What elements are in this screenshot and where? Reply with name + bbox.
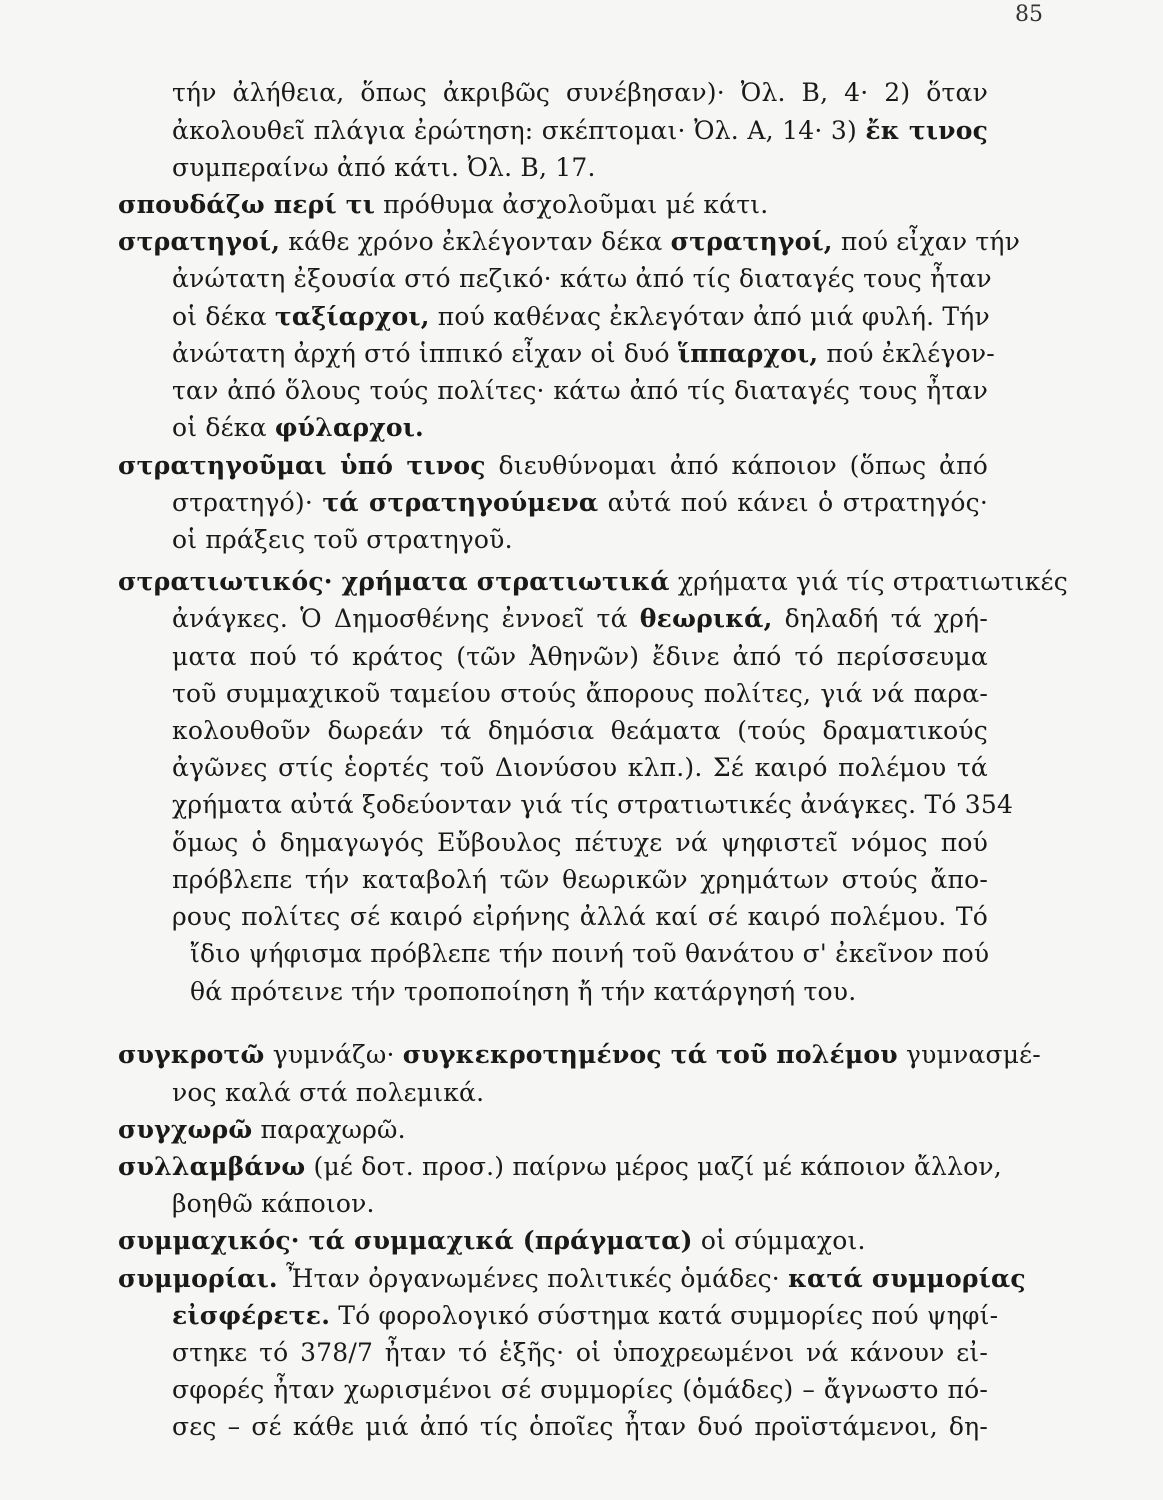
text-run: ἀνώτατη ἀρχή στό ἱππικό εἶχαν οἱ δυό xyxy=(172,339,678,368)
page-number: 85 xyxy=(1015,2,1043,27)
text-line xyxy=(172,78,988,108)
headword: συγκεκροτημένος τά τοῦ πολέμου xyxy=(402,1040,898,1069)
text-line xyxy=(172,116,988,146)
text-line xyxy=(172,1375,988,1405)
headword: εἰσφέρετε. xyxy=(172,1301,331,1330)
entry-line xyxy=(118,1115,406,1145)
entry-line xyxy=(118,1152,1002,1182)
text-run: (μέ δοτ. προσ.) παίρνω μέρος μαζί μέ κάποιον ἄλλον, xyxy=(305,1152,1002,1181)
text-run: θά πρότεινε τήν τροποποίηση ἤ τήν κατάργησή του. xyxy=(190,977,857,1006)
headword: ἵππαρχοι, xyxy=(677,339,819,368)
text-run: ρους πολίτες σέ καιρό εἰρήνης ἀλλά καί σέ καιρό πολέμου. Τό xyxy=(172,902,988,931)
text-line xyxy=(172,488,988,518)
text-line xyxy=(172,1412,988,1442)
text-line xyxy=(172,302,988,332)
text-run: ματα πού τό κράτος (τῶν Ἀθηνῶν) ἔδινε ἀπό τό περίσσευμα xyxy=(172,642,988,671)
headword: συγχωρῶ xyxy=(118,1115,253,1144)
text-run: ταν ἀπό ὅλους τούς πολίτες· κάτω ἀπό τίς διαταγές τους ἦταν xyxy=(172,376,988,405)
text-run: σες – σέ κάθε μιά ἀπό τίς ὁποῖες ἦταν δυό προϊστάμενοι, δη- xyxy=(172,1412,988,1441)
text-line xyxy=(172,153,596,183)
entry-line xyxy=(118,190,768,220)
entry-line xyxy=(118,1040,1041,1070)
text-run: στηκε τό 378/7 ἦταν τό ἑξῆς· οἱ ὑποχρεωμένοι νά κάνουν εἰ- xyxy=(172,1338,988,1367)
text-line xyxy=(172,865,988,895)
headword: συγκροτῶ xyxy=(118,1040,265,1069)
headword: τά στρατηγούμενα xyxy=(322,488,599,517)
text-run: κολουθοῦν δωρεάν τά δημόσια θεάματα (τούς δραματικούς xyxy=(172,716,988,745)
text-line xyxy=(172,679,988,709)
text-run: ἀνάγκες. Ὁ Δημοσθένης ἐννοεῖ τά xyxy=(172,604,640,633)
headword: θεωρικά, xyxy=(639,604,773,633)
headword: σπουδάζω περί τι xyxy=(118,190,376,219)
text-run: πού εἶχαν τήν xyxy=(832,227,1020,256)
entry-line xyxy=(118,227,1020,257)
text-line xyxy=(172,716,988,746)
text-run: ἴδιο ψήφισμα πρόβλεπε τήν ποινή τοῦ θανάτου σ' ἐκεῖνον πού xyxy=(190,939,990,968)
text-run: γυμνάζω· xyxy=(264,1040,403,1069)
text-run: οἱ δέκα xyxy=(172,413,275,442)
text-run: συμπεραίνω ἀπό κάτι. Ὀλ. Β, 17. xyxy=(172,153,596,182)
text-run: πρόβλεπε τήν καταβολή τῶν θεωρικῶν χρημάτων στούς ἄπο- xyxy=(172,865,988,894)
text-run: βοηθῶ κάποιον. xyxy=(172,1189,375,1218)
headword: φύλαρχοι. xyxy=(274,413,424,442)
text-line xyxy=(172,339,995,369)
text-run: στρατηγό)· xyxy=(172,488,323,517)
text-run: νος καλά στά πολεμικά. xyxy=(172,1078,485,1107)
text-line xyxy=(172,1078,484,1108)
text-line xyxy=(190,939,988,969)
text-run: ἀγῶνες στίς ἑορτές τοῦ Διονύσου κλπ.). Σέ καιρό πολέμου τά xyxy=(172,753,988,782)
text-run: Τό φορολογικό σύστημα κατά συμμορίες πού ψηφί- xyxy=(330,1301,999,1330)
entry-line xyxy=(118,451,988,481)
headword: κατά συμμορίας xyxy=(788,1264,1026,1293)
text-run: πού καθένας ἐκλεγόταν ἀπό μιά φυλή. Τήν xyxy=(429,302,990,331)
text-run: ἀνώτατη ἐξουσία στό πεζικό· κάτω ἀπό τίς διαταγές τους ἦταν xyxy=(172,264,992,293)
text-line xyxy=(172,790,1014,820)
text-run: οἱ δέκα xyxy=(172,302,275,331)
entry-line xyxy=(118,1226,866,1256)
headword: συμμαχικός· τά συμμαχικά (πράγματα) xyxy=(118,1226,693,1255)
headword: στρατιωτικός· χρήματα στρατιωτικά xyxy=(118,567,670,596)
text-run: κάθε χρόνο ἐκλέγονταν δέκα xyxy=(280,227,671,256)
text-run: ὅμως ὁ δημαγωγός Εὔβουλος πέτυχε νά ψηφιστεῖ νόμος πού xyxy=(172,828,988,857)
text-line xyxy=(172,642,988,672)
headword: ἔκ τινος xyxy=(865,116,988,145)
text-line xyxy=(172,264,992,294)
headword: στρατηγοί, xyxy=(670,227,833,256)
text-line xyxy=(172,828,988,858)
text-run: αὐτά πού κάνει ὁ στρατηγός· xyxy=(598,488,988,517)
text-run: γυμνασμέ- xyxy=(897,1040,1041,1069)
text-run: χρήματα αὐτά ξοδεύονταν γιά τίς στρατιωτικές ἀνάγκες. Τό 354 xyxy=(172,790,1014,819)
text-line xyxy=(172,604,988,634)
text-line xyxy=(172,1189,375,1219)
headword: συλλαμβάνω xyxy=(118,1152,306,1181)
text-line xyxy=(172,902,988,932)
text-line xyxy=(172,413,424,443)
text-run: οἱ σύμμαχοι. xyxy=(692,1226,866,1255)
text-run: παραχωρῶ. xyxy=(252,1115,406,1144)
text-run: Ἦταν ὀργανωμένες πολιτικές ὁμάδες· xyxy=(277,1264,789,1293)
headword: στρατηγοί, xyxy=(118,227,281,256)
text-line xyxy=(172,1338,988,1368)
text-run: χρήματα γιά τίς στρατιωτικές xyxy=(669,567,1068,596)
entry-line xyxy=(118,567,1068,597)
text-run: πού ἐκλέγον- xyxy=(818,339,995,368)
text-line xyxy=(172,753,988,783)
headword: ταξίαρχοι, xyxy=(274,302,430,331)
text-line xyxy=(172,525,513,555)
text-line xyxy=(172,1301,999,1331)
headword: στρατηγοῦμαι ὑπό τινος xyxy=(118,451,486,480)
text-run: σφορές ἦταν χωρισμένοι σέ συμμορίες (ὁμάδες) – ἄγνωστο πό- xyxy=(172,1375,988,1404)
text-run: πρόθυμα ἀσχολοῦμαι μέ κάτι. xyxy=(375,190,769,219)
entry-line xyxy=(118,1264,1026,1294)
text-run: ἀκολουθεῖ πλάγια ἐρώτηση: σκέπτομαι· Ὀλ. Α, 14· 3) xyxy=(172,116,866,145)
text-run: τήν ἀλήθεια, ὅπως ἀκριβῶς συνέβησαν)· Ὀλ. Β, 4· 2) ὅταν xyxy=(172,78,988,107)
text-run: οἱ πράξεις τοῦ στρατηγοῦ. xyxy=(172,525,513,554)
text-run: διευθύνομαι ἀπό κάποιον (ὅπως ἀπό xyxy=(485,451,988,480)
headword: συμμορίαι. xyxy=(118,1264,278,1293)
text-run: τοῦ συμμαχικοῦ ταμείου στούς ἄπορους πολίτες, γιά νά παρα- xyxy=(172,679,988,708)
text-line xyxy=(190,977,856,1007)
text-run: δηλαδή τά χρή- xyxy=(772,604,988,633)
text-line xyxy=(172,376,988,406)
